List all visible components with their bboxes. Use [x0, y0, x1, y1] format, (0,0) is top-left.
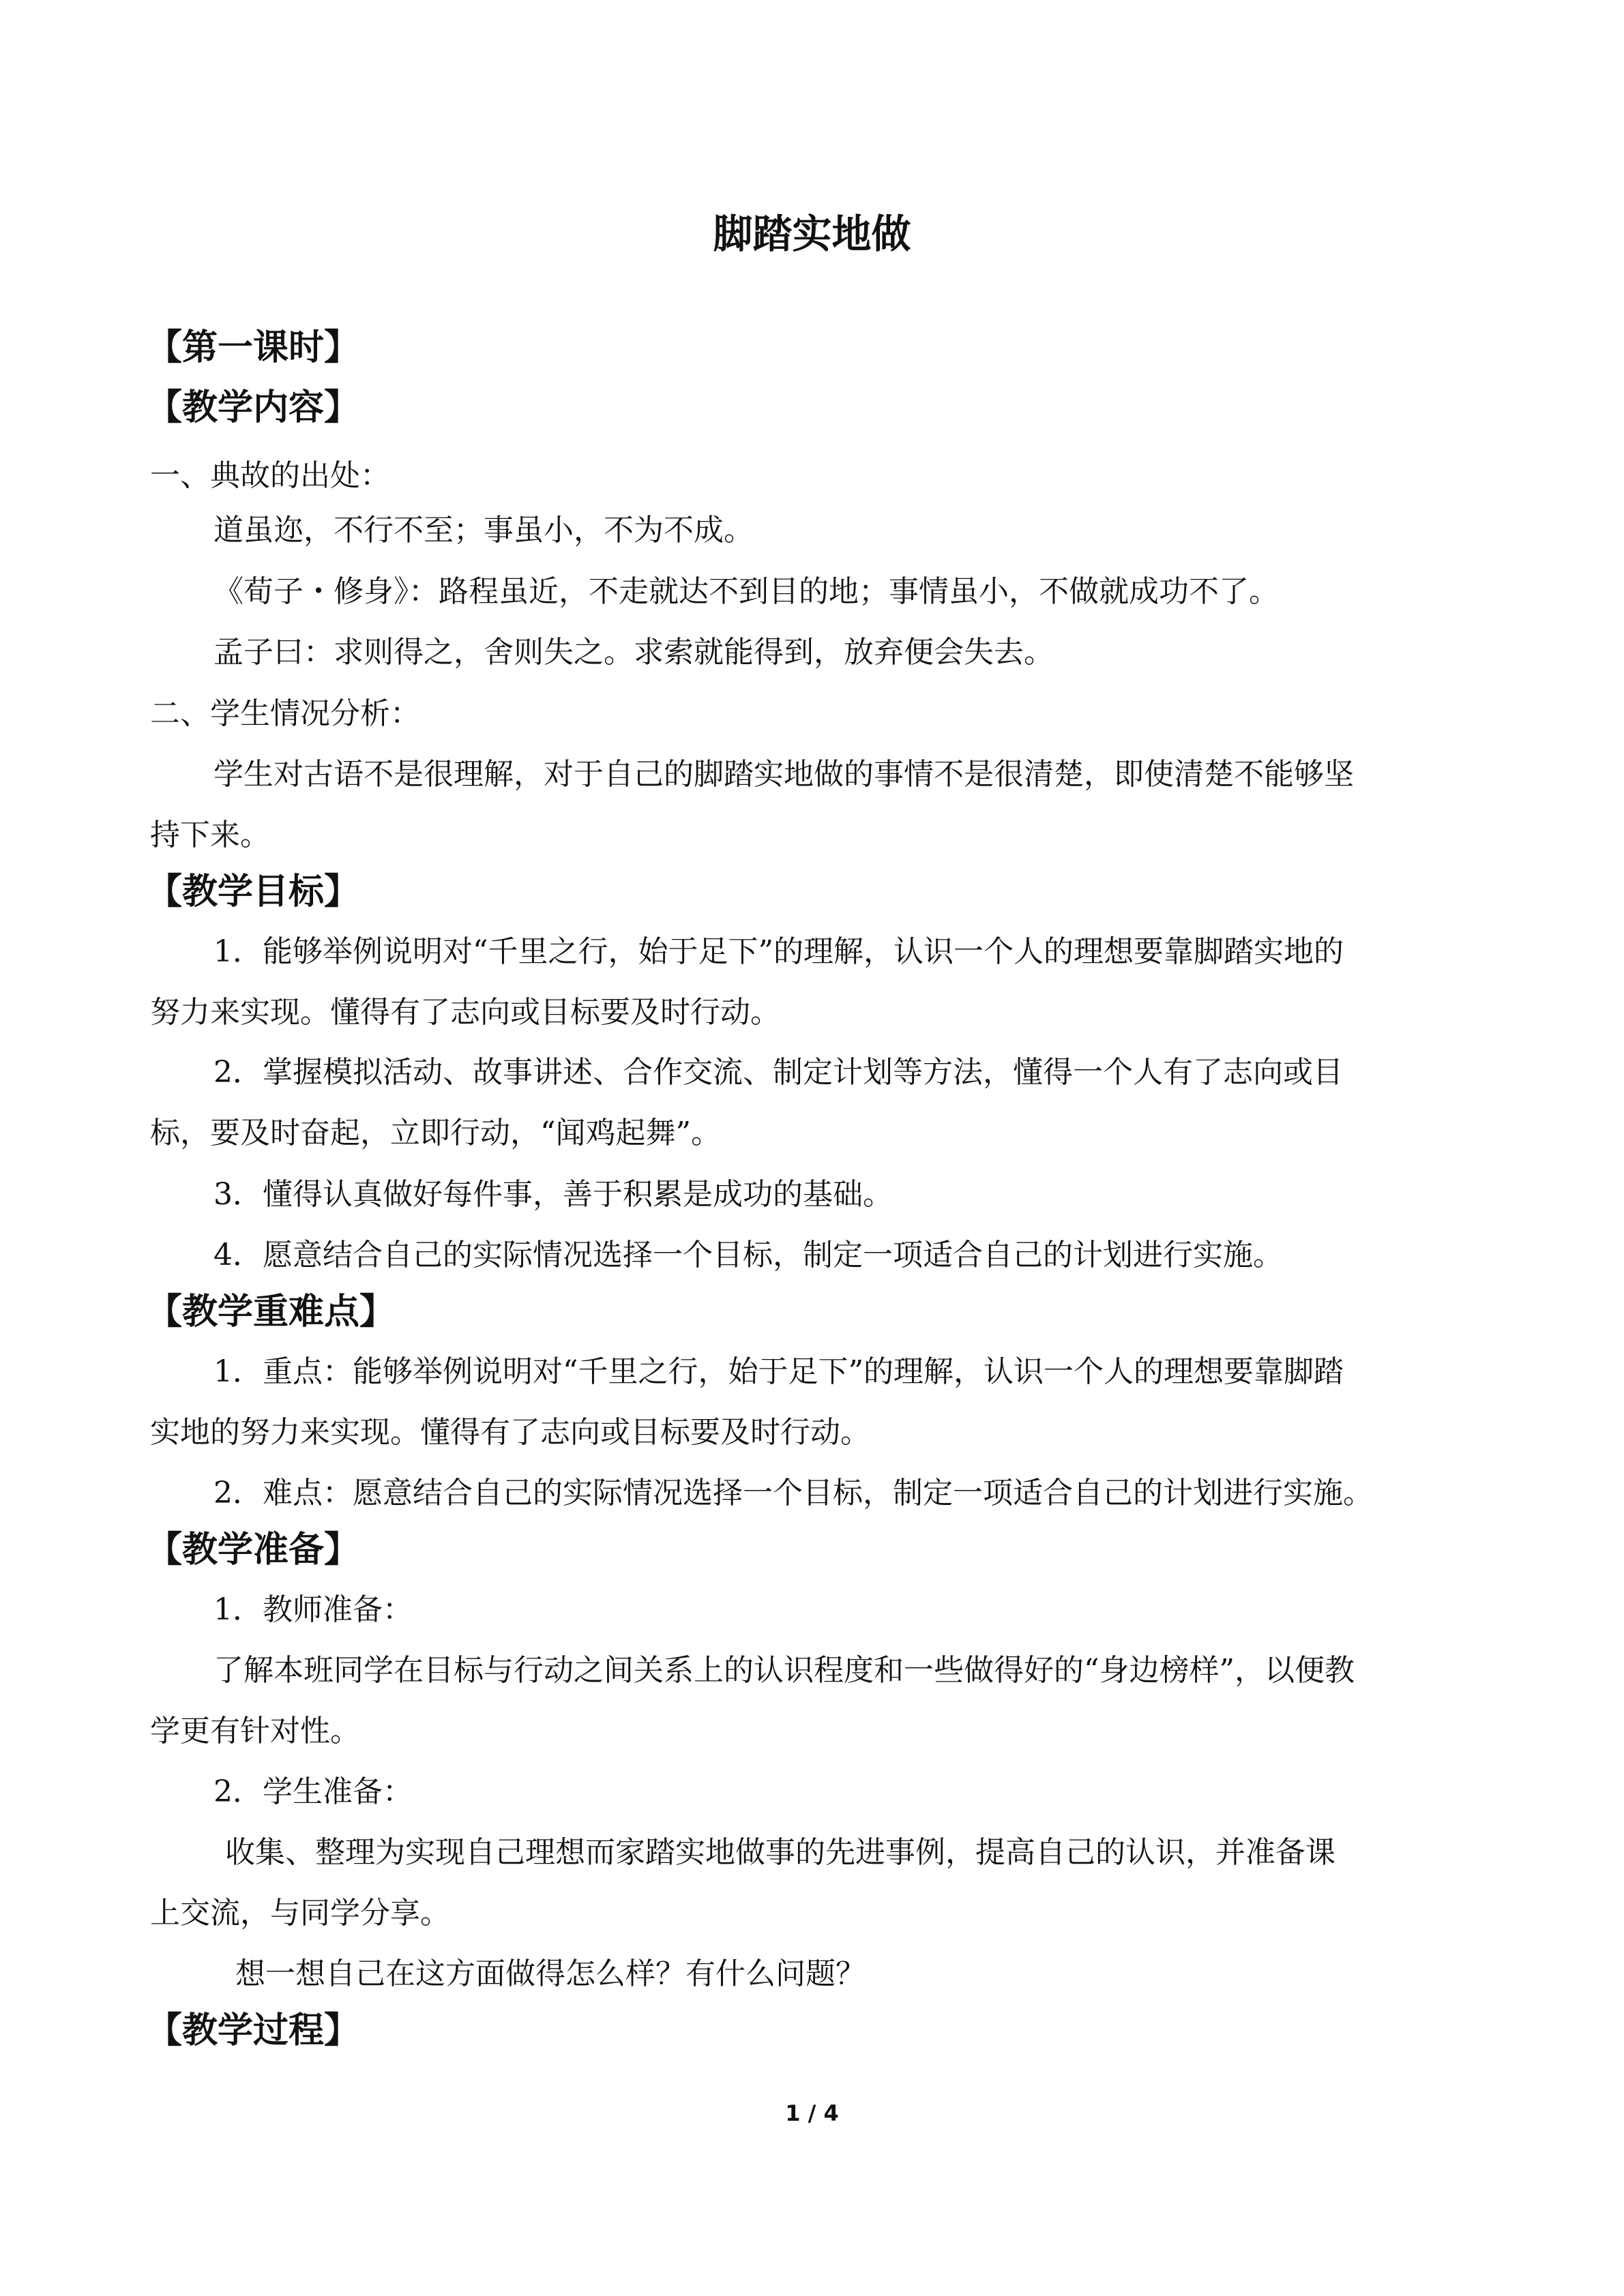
key-point-1-line-2: 实地的努力来实现。懂得有了志向或目标要及时行动。 [150, 1415, 870, 1450]
goal-4: 4．愿意结合自己的实际情况选择一个目标，制定一项适合自己的计划进行实施。 [213, 1238, 1283, 1272]
teacher-prep-line-2: 学更有针对性。 [150, 1714, 360, 1748]
heading-session: 【第一课时】 [147, 327, 360, 368]
goal-1-line-2: 努力来实现。懂得有了志向或目标要及时行动。 [150, 995, 780, 1030]
quote-1: 道虽迩，不行不至；事虽小，不为不成。 [213, 513, 754, 548]
quote-2: 《荀子・修身》：路程虽近，不走就达不到目的地；事情虽小，不做就成功不了。 [213, 574, 1279, 609]
analysis-line-2: 持下来。 [150, 818, 270, 852]
heading-key-points: 【教学重难点】 [147, 1292, 396, 1332]
teacher-prep-label: 1．教师准备： [213, 1592, 413, 1627]
student-prep-line-2: 上交流，与同学分享。 [150, 1896, 450, 1930]
heading-goals: 【教学目标】 [147, 871, 360, 912]
section2-label: 二、学生情况分析： [150, 696, 420, 731]
goal-2-line-1: 2．掌握模拟活动、故事讲述、合作交流、制定计划等方法，懂得一个人有了志向或目 [213, 1055, 1343, 1090]
key-point-1-line-1: 1．重点：能够举例说明对“千里之行，始于足下”的理解，认识一个人的理想要靠脚踏 [213, 1354, 1344, 1389]
quote-3: 孟子曰：求则得之，舍则失之。求索就能得到，放弃便会失去。 [213, 635, 1054, 670]
student-prep-label: 2．学生准备： [213, 1774, 413, 1809]
section1-label: 一、典故的出处： [150, 458, 390, 493]
heading-preparation: 【教学准备】 [147, 1530, 360, 1570]
key-point-2: 2．难点：愿意结合自己的实际情况选择一个目标，制定一项适合自己的计划进行实施。 [213, 1476, 1373, 1510]
page-indicator: 1 / 4 [785, 2100, 839, 2126]
goal-1-line-1: 1．能够举例说明对“千里之行，始于足下”的理解，认识一个人的理想要靠脚踏实地的 [213, 934, 1344, 969]
goal-2-line-2: 标，要及时奋起，立即行动，“闻鸡起舞”。 [150, 1116, 721, 1150]
analysis-line-1: 学生对古语不是很理解，对于自己的脚踏实地做的事情不是很清楚，即使清楚不能够坚 [213, 757, 1354, 792]
heading-content: 【教学内容】 [147, 387, 360, 428]
page-title: 脚踏实地做 [713, 211, 911, 257]
goal-3: 3．懂得认真做好每件事，善于积累是成功的基础。 [213, 1177, 893, 1212]
student-prep-line-1: 收集、整理为实现自己理想而家踏实地做事的先进事例，提高自己的认识，并准备课 [225, 1835, 1335, 1870]
heading-process: 【教学过程】 [147, 2010, 360, 2051]
student-prep-line-3: 想一想自己在这方面做得怎么样？有什么问题？ [235, 1956, 866, 1991]
teacher-prep-line-1: 了解本班同学在目标与行动之间关系上的认识程度和一些做得好的“身边榜样”，以便教 [213, 1653, 1355, 1688]
